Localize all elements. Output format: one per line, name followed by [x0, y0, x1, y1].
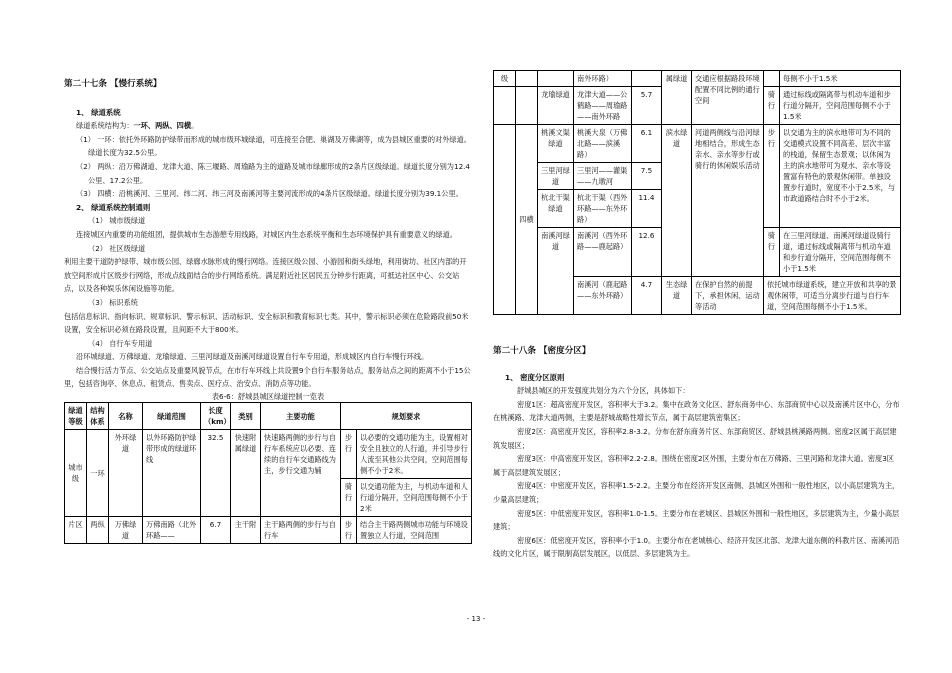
cell-range: 杭北干渠（西外环路——东外环路）	[574, 190, 632, 228]
cell-structure	[516, 87, 538, 125]
article-27-title: 第二十七条 【慢行系统】	[64, 79, 162, 89]
signage-text: 包括信息标识、指向标识、规章标识、警示标识、活动标识、安全标识和教育标识七类。其中，警示标识必须在危险路段前50米设置，安全标识必须在路段设置，且间距不大于800米。	[64, 311, 469, 335]
bike-lane-text-1: 沿环城绿道、万佛绿道、龙瑜绿道、三里河绿道及南溪河绿道设置自行车专用道，形成城区内自行车慢行环线。	[76, 352, 429, 362]
cell-length: 4.7	[632, 277, 662, 315]
cell-length: 32.5	[201, 430, 231, 517]
table-caption: 表6-6：舒城县城区绿道控制一览表	[211, 392, 325, 402]
cell-level: 级	[494, 71, 516, 87]
cell-function: 主干路两侧的步行与自行车	[261, 517, 341, 544]
cell-length: 7.5	[632, 163, 662, 190]
cell-req: 结合主干路两侧城市功能与环境设置独立人行道，空间范围	[357, 517, 472, 544]
cell-req-label: 骑行	[341, 479, 357, 517]
greenway-table-left	[64, 402, 472, 544]
th-structure: 结构体系	[87, 403, 109, 430]
right-column	[493, 0, 901, 561]
cell-name: 桃溪文渠绿道	[538, 125, 574, 163]
th-requirement: 规划要求	[341, 403, 472, 430]
cell-category: 主干附	[231, 517, 261, 544]
item-3: （3） 四横：沿桃溪河、三里河、纬二河、纬三河及南溪河等主要河流形成的4条片区级绿道。绿道长度分别为39.1公里。	[76, 189, 463, 199]
table-row	[494, 71, 901, 87]
cell-name	[538, 71, 574, 87]
community-greenway-text: 利用主要干道防护绿带、城市级公园、绿廊水脉形成的慢行网络。连接区级公园、小游园和街头绿地，利用街坊、社区内部的开放空间形成片区级步行网络，形成点线面结合的步行网络系统。满足附近社区居民五分钟步行距离，可抵达社区中心、公交站点，以及各种娱乐休闲设施等功能。	[64, 257, 467, 294]
table-row	[65, 430, 472, 479]
cell-name: 外环绿道	[109, 430, 143, 517]
cell-name: 龙瑜绿道	[538, 87, 574, 125]
cell-name: 万佛绿道	[109, 517, 143, 544]
th-level: 绿道等级	[65, 403, 87, 430]
structure-prefix: 绿道系统结构为：	[76, 121, 134, 131]
cell-req: 以必要的交通功能为主，设置相对安全且独立的人行道，并引导步行人流至其他公共空间，空间范围每侧不小于2米。	[357, 430, 472, 479]
cell-req: 以交通功能为主，与机动车道和人行道分隔开，空间范围每侧不小于2米	[357, 479, 472, 517]
cell-structure: 一环	[87, 430, 109, 517]
cell-length: 5.7	[632, 87, 662, 125]
th-range: 绿道范围	[143, 403, 201, 430]
cell-name: 三里河绿道	[538, 163, 574, 190]
cell-req-label: 骑行	[764, 87, 780, 125]
cell-range: 万佛南路（北外环路——	[143, 517, 201, 544]
cell-level: 城市级	[65, 430, 87, 517]
cell-req-label: 步行	[341, 517, 357, 544]
cell-req-label	[764, 71, 780, 87]
signage-title: （3） 标识系统	[88, 297, 138, 307]
density-zone-2: 密度2区：高密度开发区，容积率2.8-3.2。分布在舒东商务片区、东部商贸区、舒城县桃溪路两侧。密度2区属于高层建筑发展区；	[493, 426, 897, 450]
cell-range: 南溪河（鹿起路——东外环路）	[574, 277, 632, 315]
density-zone-4: 密度4区：中密度开发区，容积率1.5-2.2。主要分布在经济开发区南侧、县城区外围和一般性地区，以小高层建筑为主，少量高层建筑；	[493, 481, 900, 504]
cell-range: 三里河——灌渠——九墩河	[574, 163, 632, 190]
cell-length: 6.7	[201, 517, 231, 544]
cell-function: 河道两侧线与沿河绿地相结合，形成生态亲水、亲水等步行或骑行的休闲娱乐活动	[692, 125, 764, 277]
left-column	[64, 0, 472, 544]
item-2: （2） 两纵：沿万佛湖道、龙津大道、陈三堰路、周瑜路为主的道路及城市绿廊形成的2条片区级绿道。绿道长度分别为12.4公里、17.2公里。	[76, 161, 471, 185]
cell-category: 滨水绿道	[662, 125, 692, 277]
table-row	[65, 517, 472, 544]
bike-lane-text-2: 结合慢行活力节点、公交站点及重要风貌节点，在市行车环线上共设置9个自行车服务站点，服务站点之间的距离不小于15公里，包括咨询亭、休息点、租赁点、售卖点、医疗点、治安点、消防点等功能。	[64, 365, 471, 389]
density-section-title: 1、 密度分区原则	[505, 372, 565, 382]
cell-req-label: 步行	[764, 125, 780, 228]
cell-function: 在保护自然的前提下，承担休闲、运动等活动	[692, 277, 764, 315]
cell-range: 以外环路防护绿带形成的绿道环线	[143, 430, 201, 517]
th-function: 主要功能	[261, 403, 341, 430]
cell-structure: 两纵	[87, 517, 109, 544]
cell-category: 快速附属绿道	[231, 430, 261, 517]
city-greenway-title: （1） 城市级绿道	[88, 216, 146, 226]
table-header-row	[65, 403, 472, 430]
cell-structure: 四横	[516, 125, 538, 315]
cell-range: 桃溪大泉（万佛北路——滨溪路）	[574, 125, 632, 163]
table-row	[494, 125, 901, 163]
cell-req: 依托城市绿道系统，建立开放和共享的景观休闲带，可适当分离步行道与自行车道，空间范围每侧不小于1.5米。	[764, 277, 901, 315]
cell-length	[632, 71, 662, 87]
section-1-title: 1、 绿道系统	[76, 107, 121, 117]
cell-function: 快速路两侧的步行与自行车系统应以必要、连续的自行车交通路线为主，步行交通为辅	[261, 430, 341, 517]
structure-suffix: 。	[191, 121, 199, 131]
cell-category: 生态绿道	[662, 277, 692, 315]
th-category: 类别	[231, 403, 261, 430]
cell-range: 南外环路）	[574, 71, 632, 87]
cell-name: 杭北干渠绿道	[538, 190, 574, 228]
cell-level: 片区	[65, 517, 87, 544]
density-zone-3: 密度3区：中高密度开发区，容积率2.2-2.8。围绕在密度2区外围，主要分布在万佛路、三里河路和龙津大道。密度3区属于高层建筑发展区；	[493, 454, 894, 477]
density-intro: 舒城县城区的开发强度共划分为六个分区，具体如下：	[517, 386, 690, 396]
structure-line	[64, 119, 472, 133]
cell-range: 龙津大道——公鹤路——周瑜路——南外环路	[574, 87, 632, 125]
cell-function: 交通应根据路段环境配置不同比例的通行空间	[692, 71, 764, 125]
cell-category: 属绿道	[662, 71, 692, 125]
th-length: 长度（km）	[201, 403, 231, 430]
cell-length: 12.6	[632, 228, 662, 277]
cell-range: 南溪河（西外环路——鹿起路）	[574, 228, 632, 277]
density-zone-5: 密度5区：中低密度开发区，容积率1.0-1.5。主要分布在老城区、县城区外围和一般性地区，多层建筑为主，少量小高层建筑；	[493, 508, 900, 532]
cell-level	[494, 87, 516, 125]
community-greenway-title: （2） 社区级绿道	[88, 243, 146, 253]
density-zone-1: 密度1区：超高密度开发区，容积率大于3.2。集中在政务文化区、舒东商务中心、东部商贸中心以及南溪片区中心，分布在桃溪路、龙津大道两侧，主要是舒城战略性增长节点，属于高层建筑密集区；	[493, 399, 900, 423]
density-zone-6: 密度6区：低密度开发区，容积率小于1.0。主要分布在老城核心、经济开发区北部、龙津大道东侧的科教片区、南溪河沿线的文化片区，属于限制高层发展区，以低层、多层建筑为主。	[493, 535, 900, 559]
cell-req: 每侧不小于1.5米	[780, 71, 901, 87]
cell-req: 在三里河绿道、南溪河绿道设骑行道，通过标线或隔离带与机动车道和步行道分隔开，空间范围每侧不小于1.5米	[780, 228, 901, 277]
bike-lane-title: （4） 自行车专用道	[88, 338, 153, 348]
item-1: （1） 一环：依托外环路防护绿带而形成的城市级环城绿道，可连接至合肥、巢湖及万佛湖等，成为县城区重要的对外绿道。绿道长度为32.5公里。	[76, 134, 471, 158]
cell-req: 通过标线或隔离带与机动车道和步行道分隔开，空间范围每侧不小于1.5米	[780, 87, 901, 125]
page-number: - 13 -	[466, 615, 486, 623]
cell-level	[494, 125, 516, 315]
cell-name: 南溪河绿道	[538, 228, 574, 315]
cell-structure	[516, 71, 538, 87]
section-2-title: 2、 绿道系统控制通则	[76, 202, 151, 212]
cell-req-label: 骑行	[764, 228, 780, 277]
cell-req: 以交通为主的滨水地带可为不同的交通模式设置不同高差、层次丰富的栈道，保留生态景观；以休闲为主的滨水地带可为观水、亲水等设置富有特色的景观休闲带。单独设置步行道时，宽度不小于2.5米，与市政道路结合时不小于2米。	[780, 125, 901, 228]
structure-bold: 一环、两纵、四横	[133, 121, 192, 131]
cell-length: 6.1	[632, 125, 662, 163]
greenway-table-right	[493, 70, 901, 315]
cell-req-label: 步行	[341, 430, 357, 479]
city-greenway-text: 连接城区内重要的功能组团，提供城市生态游憩专用线路，对城区内生态系统平衡和生态环境保护具有重要意义的绿道。	[76, 229, 457, 239]
th-name: 名称	[109, 403, 143, 430]
cell-length: 11.4	[632, 190, 662, 228]
article-28-title: 第二十八条 【密度分区】	[493, 346, 591, 356]
